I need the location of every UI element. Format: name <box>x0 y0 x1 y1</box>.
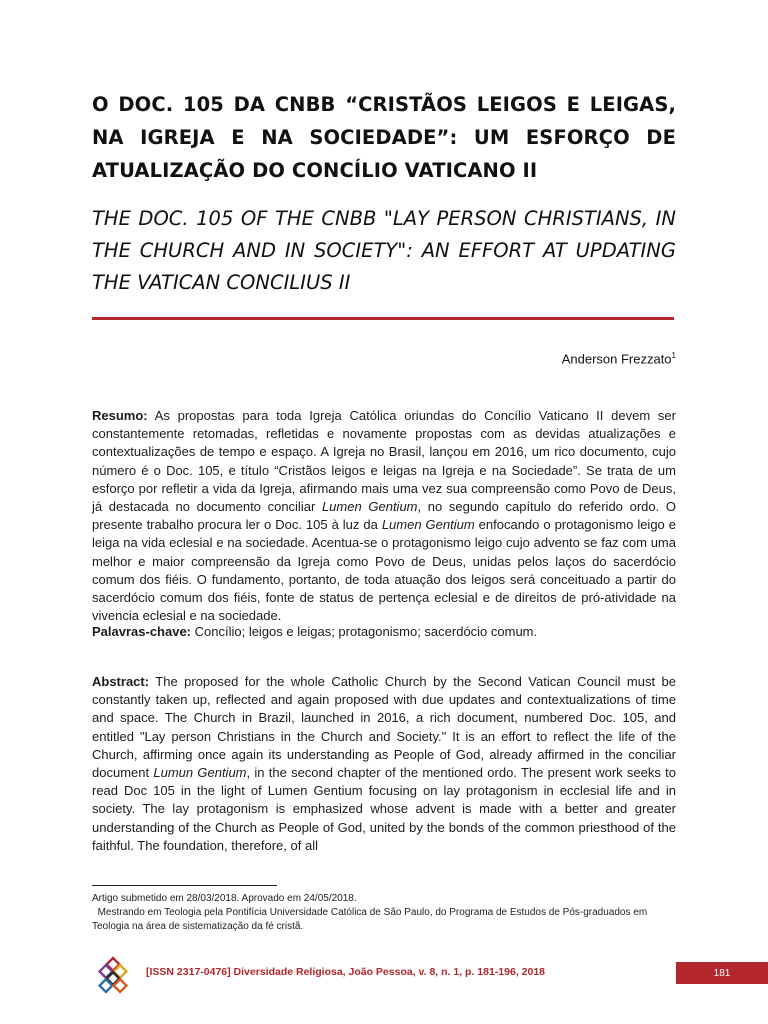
footer-citation: [ISSN 2317-0476] Diversidade Religiosa, João Pessoa, v. 8, n. 1, p. 181-196, 2018 <box>146 966 546 978</box>
journal-logo-icon <box>92 954 134 996</box>
footnote-submitted: Artigo submetido em 28/03/2018. Aprovado em 24/05/2018. <box>92 893 357 904</box>
resumo-label: Resumo: <box>92 408 148 423</box>
resumo-italic-1: Lumen Gentium <box>321 499 418 515</box>
keywords-label: Palavras-chave: <box>92 624 192 639</box>
abstract-text-2: , in the second chapter of the mentioned ordo. The present work seeks to read Doc 105 in the light of Lumen Gentium focusing on lay protagonism in ecclesial life and in society. The lay protagonism is emphasized whose advent is made with a better and greater understanding of the Church as People of God, united by the bonds of the common priesthood of the faithful. The foundation, therefore, of all <box>92 765 676 853</box>
resumo-text-3: enfocando o protagonismo leigo e leiga na vida eclesial e na sociedade. Acentua-se o protagonismo leigo cujo advento se faz com uma melhor e maior compreensão da Igreja como Povo de Deus, unidas pelos laços do sacerdócio comum dos fiéis. O fundamento, portanto, de toda atuação dos leigos será conceituado a partir do sacerdócio comum dos fiéis, fonte de status de pertença eclesial e de direitos de pró-atividade na vivencia eclesial e na sociedade. <box>92 517 676 624</box>
title-divider <box>92 317 674 320</box>
title-portuguese: O DOC. 105 DA CNBB “CRISTÃOS LEIGOS E LEIGAS, NA IGREJA E NA SOCIEDADE”: UM ESFORÇO DE ATUALIZAÇÃO DO CONCÍLIO VATICANO II <box>92 93 676 182</box>
footnote-divider <box>92 885 277 886</box>
resumo-text-2: , no segundo capítulo do referido ordo. O presente trabalho procura ler o Doc. 105 à luz da <box>92 499 676 533</box>
keywords-line <box>92 623 676 641</box>
abstract-italic-1: Lumun Gentium <box>153 765 247 781</box>
author-line <box>562 351 676 366</box>
abstract-text-1: The proposed for the whole Catholic Church by the Second Vatican Council must be constantly taken up, reflected and again proposed with due updates and contextualizations of time and space. The Church in Brazil, launched in 2016, a rich document, numbered Doc. 105, and entitled "Lay person Christians in the Church and Society." It is an effort to reflect the life of the Church, affirming once again its understanding as People of God, already affirmed in the conciliar document <box>92 674 676 781</box>
page-number: 181 <box>713 967 731 979</box>
page-number-box <box>676 962 768 984</box>
abstract-label: Abstract: <box>92 674 150 689</box>
resumo-italic-2: Lumen Gentium <box>381 517 475 533</box>
author-name: Anderson Frezzato <box>561 351 672 367</box>
resumo-paragraph <box>92 407 676 625</box>
author-footnote-marker: 1 <box>671 351 676 360</box>
title-english: THE DOC. 105 OF THE CNBB "LAY PERSON CHRISTIANS, IN THE CHURCH AND IN SOCIETY": AN EFFORT AT UPDATING THE VATICAN CONCILIUS II <box>92 207 676 294</box>
footnotes <box>92 892 676 934</box>
resumo-text-1: As propostas para toda Igreja Católica oriundas do Concílio Vaticano II devem ser constantemente retomadas, refletidas e novamente propostas com as devidas atualizações e contextualizações de tempo e espaço. A Igreja no Brasil, lançou em 2016, um rico documento, cujo número é o Doc. 105, e título “Cristãos leigos e leigas na Igreja e na Sociedade”. Se trata de um esforço por refletir a vida da Igreja, afirmando mais uma vez sua compreensão como Povo de Deus, já destacada no documento conciliar <box>92 408 676 515</box>
footnote-1-text: Mestrando em Teologia pela Pontifícia Universidade Católica de São Paulo, do Programa de Estudos de Pós-graduados em Teologia na área de sistematização da fé cristã. <box>92 907 648 932</box>
footnote-1 <box>92 906 676 934</box>
keywords-text: Concílio; leigos e leigas; protagonismo; sacerdócio comum. <box>191 624 538 639</box>
abstract-paragraph <box>92 673 676 855</box>
